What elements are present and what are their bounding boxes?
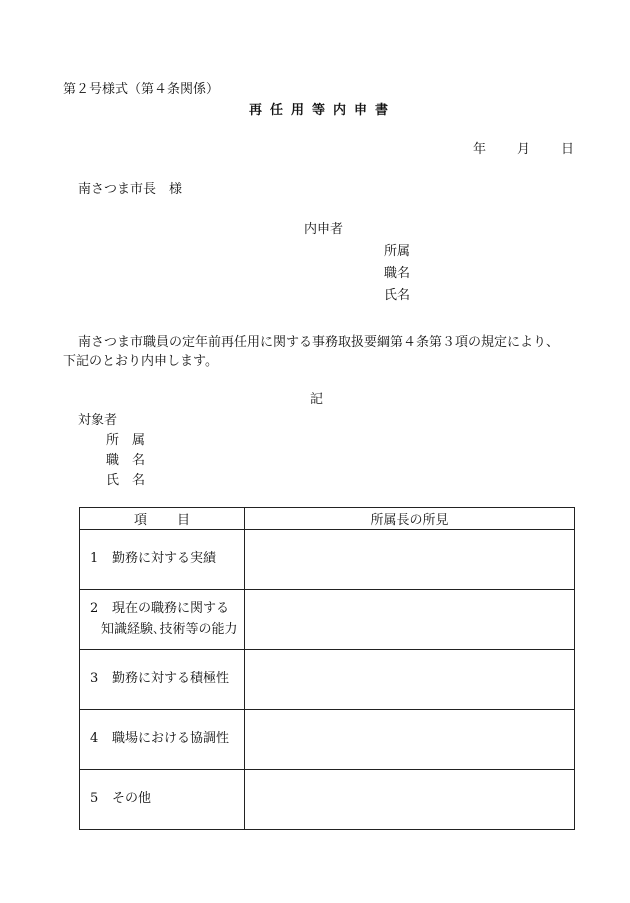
item-number: 5 [90, 791, 99, 807]
table-row [80, 530, 575, 590]
opinion-cell[interactable] [245, 650, 575, 710]
target-post-label: 職名 [106, 453, 159, 468]
date-month: 月 [517, 142, 531, 157]
table-header-row [80, 508, 575, 530]
opinion-cell[interactable] [245, 710, 575, 770]
item-text: 勤務に対する実績 [112, 551, 217, 567]
target-person-label: 対象者 [78, 413, 118, 428]
item-cell [80, 530, 245, 590]
item-cell [80, 710, 245, 770]
evaluation-table [79, 507, 575, 830]
table-row [80, 770, 575, 830]
header-opinion: 所属長の所見 [245, 508, 575, 530]
opinion-cell[interactable] [245, 770, 575, 830]
form-number: 第２号様式（第４条関係） [63, 82, 220, 97]
addressee: 南さつま市長 様 [78, 182, 183, 197]
body-text-line-1: 南さつま市職員の定年前再任用に関する事務取扱要綱第４条第３項の規定により、 [78, 335, 560, 350]
item-text-line-2: 知識経験､技術等の能力 [101, 621, 238, 637]
table-row [80, 710, 575, 770]
ki-heading: 記 [310, 392, 324, 407]
item-number: 4 [90, 731, 99, 747]
item-cell [80, 590, 245, 650]
date-line [473, 143, 574, 156]
item-cell [80, 770, 245, 830]
item-number: 2 [90, 600, 99, 616]
item-text: 職場における協調性 [112, 731, 230, 747]
date-year: 年 [473, 142, 487, 157]
item-number: 1 [90, 551, 99, 567]
item-text: その他 [112, 791, 152, 807]
opinion-cell[interactable] [245, 530, 575, 590]
target-affiliation-label: 所属 [106, 433, 159, 448]
applicant-label: 内申者 [304, 222, 344, 237]
item-text: 現在の職務に関する [112, 600, 230, 616]
table-row [80, 650, 575, 710]
applicant-name-label: 氏名 [384, 288, 411, 303]
body-text-line-2: 下記のとおり内申します。 [63, 354, 218, 369]
opinion-cell[interactable] [245, 590, 575, 650]
table-row [80, 590, 575, 650]
date-day: 日 [561, 142, 575, 157]
applicant-affiliation-label: 所属 [384, 244, 411, 259]
item-number: 3 [90, 671, 99, 687]
applicant-post-label: 職名 [384, 266, 411, 281]
target-name-label: 氏名 [106, 473, 159, 488]
header-item: 項目 [80, 508, 245, 530]
item-cell [80, 650, 245, 710]
item-text: 勤務に対する積極性 [112, 671, 230, 687]
document-title: 再任用等内申書 [249, 103, 397, 118]
